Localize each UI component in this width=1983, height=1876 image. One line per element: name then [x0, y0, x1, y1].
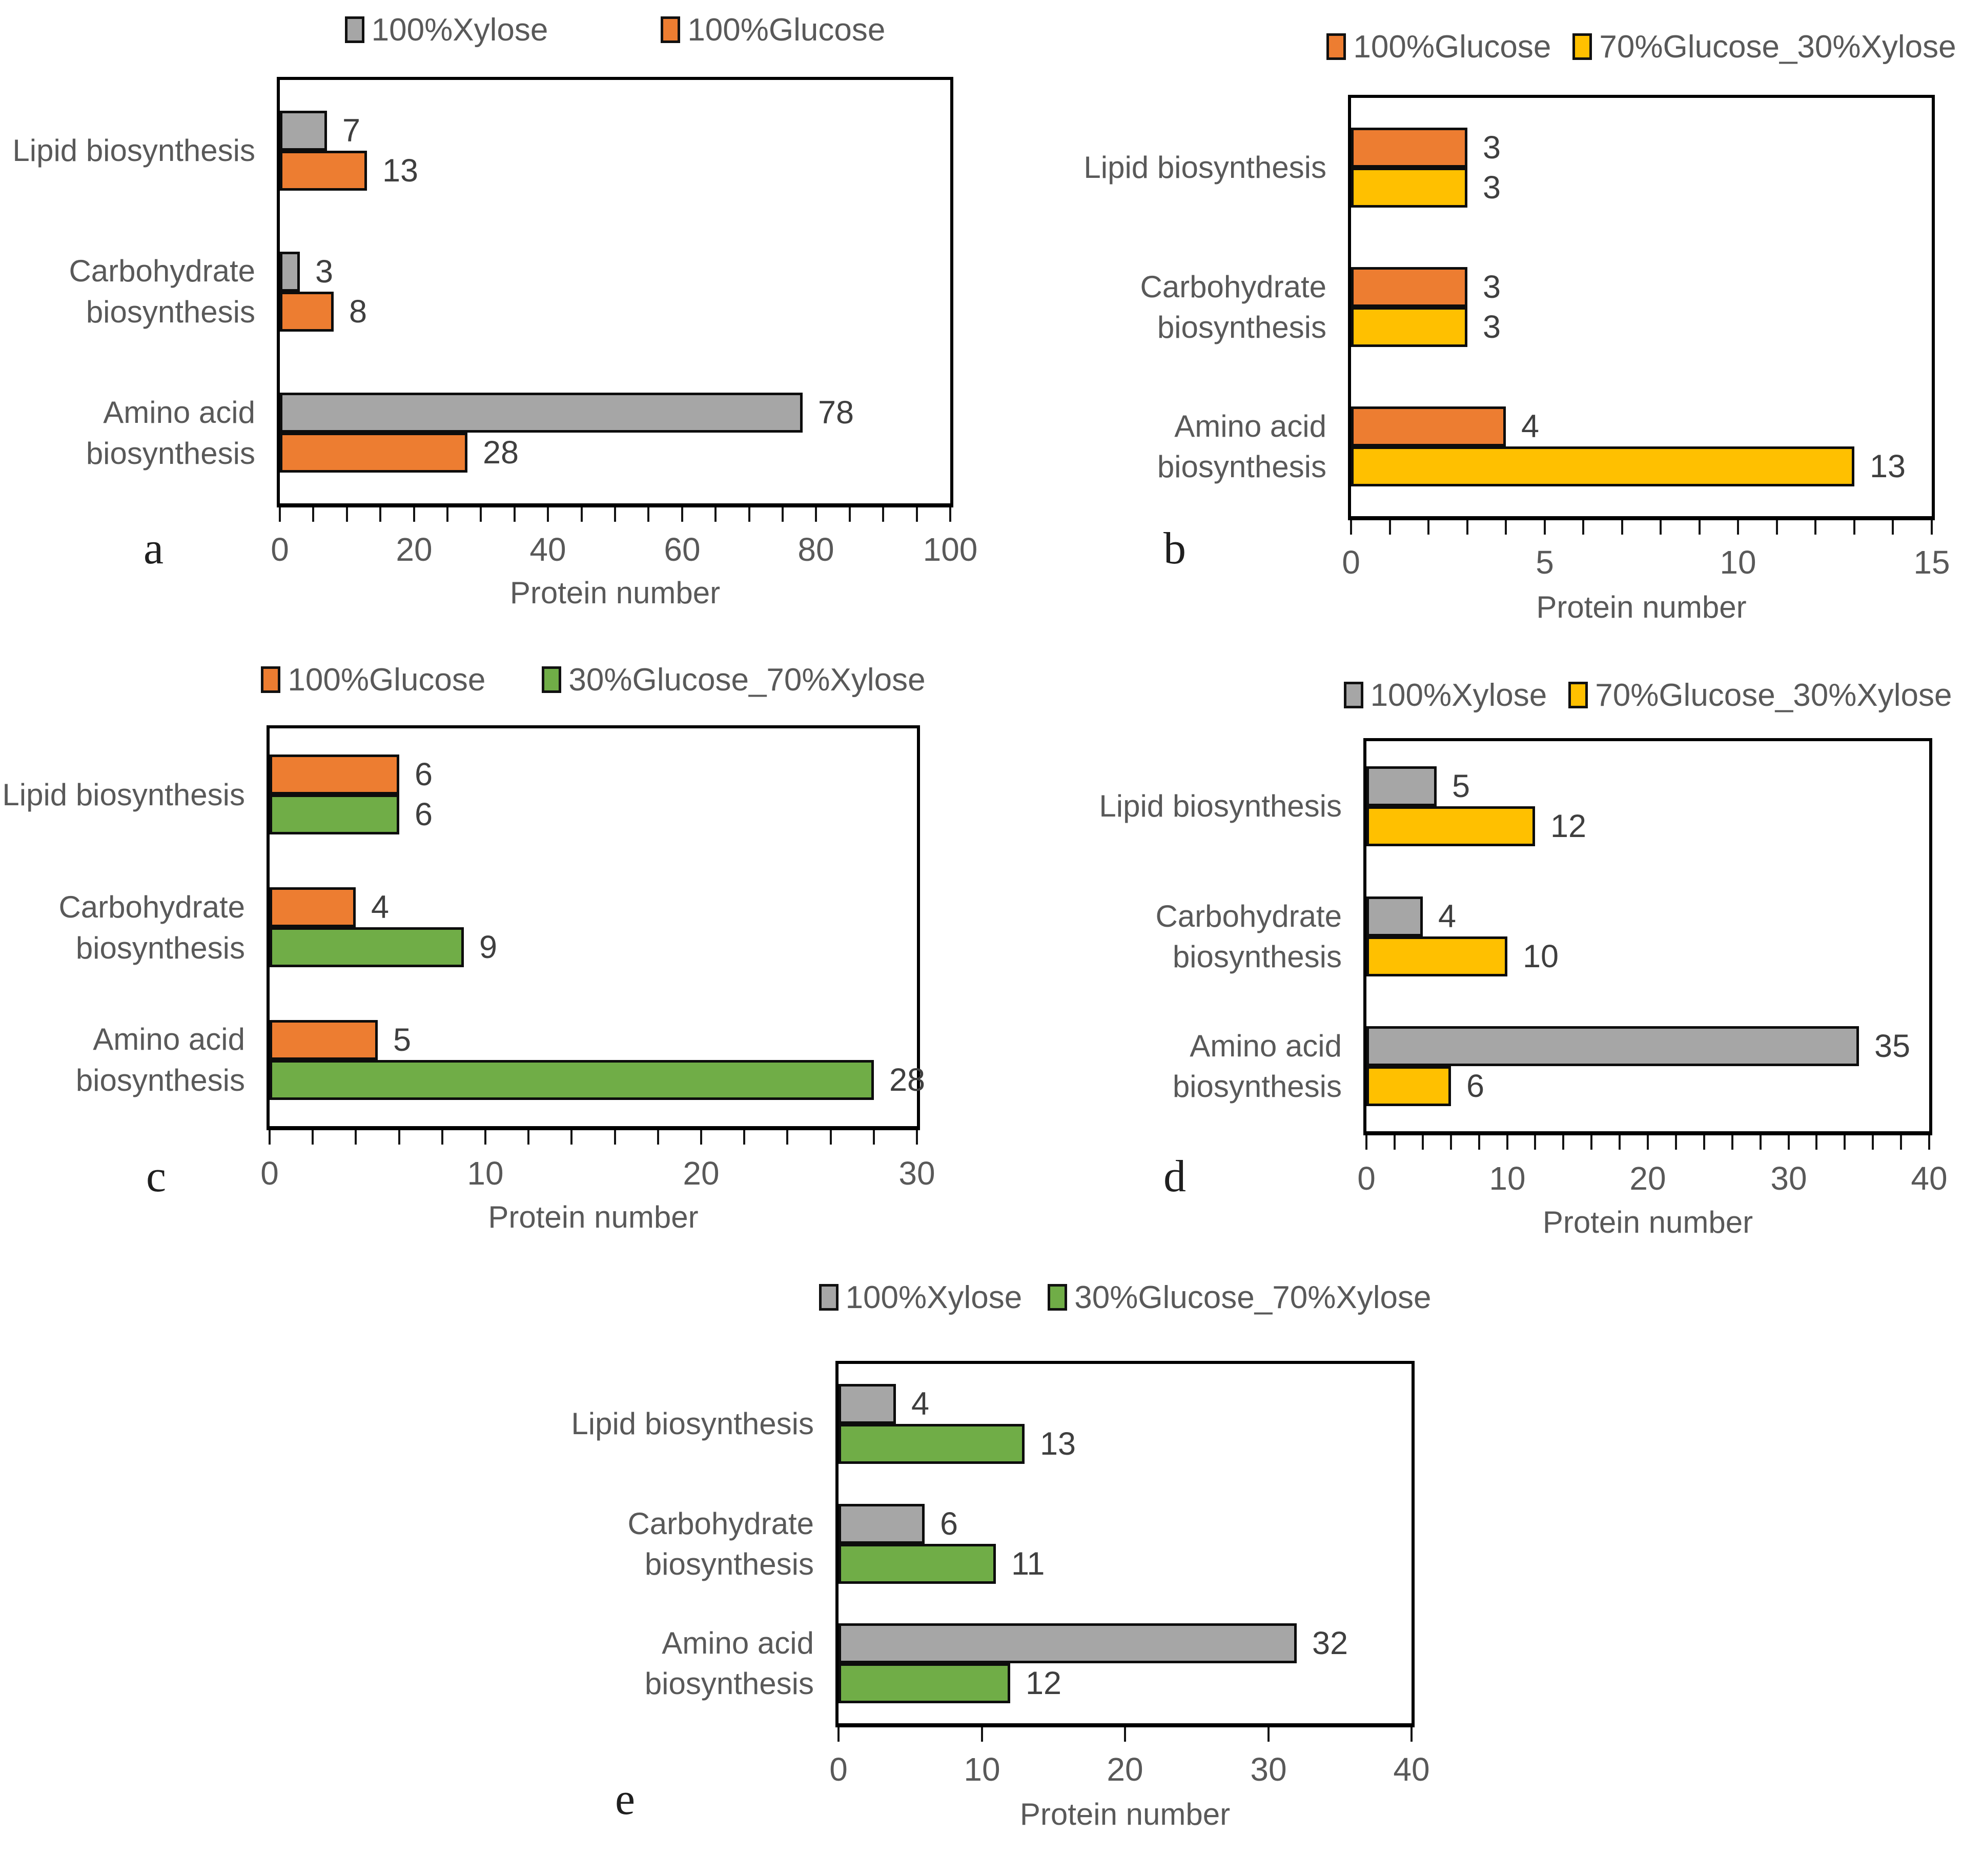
- bar-value-label: 4: [371, 889, 390, 925]
- bar-value-label: 6: [940, 1506, 958, 1542]
- bar-value-label: 6: [1466, 1068, 1485, 1104]
- category-label-line: Amino acid: [103, 395, 255, 430]
- axis-tick-label: 5: [1536, 544, 1554, 581]
- category-label-line: biosynthesis: [75, 1063, 245, 1097]
- plot-area: [835, 1361, 1415, 1727]
- axis-tick-label: 40: [1911, 1160, 1948, 1197]
- panel-letter-a: a: [144, 524, 164, 574]
- legend: [805, 1279, 1445, 1316]
- bar-value-label: 28: [889, 1062, 926, 1098]
- category-label-line: biosynthesis: [1157, 310, 1326, 344]
- category-label-line: Amino acid: [1190, 1028, 1342, 1063]
- legend-label: 100%Glucose: [687, 12, 886, 48]
- axis-tick: [981, 1727, 983, 1742]
- legend-swatch: [1048, 1284, 1067, 1311]
- bar-value-label: 6: [415, 797, 433, 832]
- category-label-line: biosynthesis: [644, 1666, 814, 1701]
- bar-100-xylose: [839, 1623, 1297, 1663]
- category-label-line: Carbohydrate: [1155, 899, 1342, 933]
- bar-30-glucose-70-xylose: [839, 1663, 1010, 1703]
- legend-label: 70%Glucose_30%Xylose: [1599, 29, 1956, 65]
- axis-tick-label: 30: [898, 1155, 935, 1192]
- category-label-line: Lipid biosynthesis: [1084, 150, 1326, 185]
- axis-tick-label: 0: [1357, 1160, 1376, 1197]
- bar-value-label: 4: [1438, 899, 1457, 934]
- axis-title: Protein number: [1019, 1797, 1231, 1831]
- axis-tick-label: 0: [1342, 544, 1360, 581]
- category-label-line: Carbohydrate: [627, 1506, 814, 1541]
- category-label-line: Amino acid: [662, 1625, 814, 1660]
- panel-letter-d: d: [1163, 1152, 1186, 1201]
- bar-value-label: 35: [1874, 1028, 1911, 1064]
- axis-title: Protein number: [509, 576, 721, 610]
- axis-tick-label: 10: [1720, 544, 1756, 581]
- axis-tick-label: 20: [396, 531, 433, 568]
- axis-tick-label: 30: [1770, 1160, 1807, 1197]
- bar-value-label: 8: [349, 294, 367, 330]
- bar-value-label: 28: [483, 435, 519, 471]
- category-label-line: biosynthesis: [1172, 940, 1342, 974]
- bar-value-label: 32: [1312, 1625, 1348, 1661]
- axis-tick-label: 20: [1107, 1751, 1143, 1788]
- legend-label: 100%Glucose: [1353, 29, 1551, 65]
- bar-value-label: 12: [1550, 808, 1587, 844]
- axis-tick-label: 0: [829, 1751, 848, 1788]
- bar-value-label: 11: [1011, 1546, 1045, 1582]
- axis-tick-label: 20: [683, 1155, 720, 1192]
- category-label-line: Amino acid: [1174, 409, 1326, 443]
- axis-tick: [1124, 1727, 1126, 1742]
- category-label-line: biosynthesis: [1157, 450, 1326, 484]
- category-label: [556, 1364, 835, 1484]
- bar-value-label: 3: [315, 254, 334, 290]
- axis-tick-label: 100: [923, 531, 978, 568]
- axis-tick-label: 15: [1913, 544, 1950, 581]
- axis-tick-label: 0: [271, 531, 289, 568]
- bar-value-label: 12: [1026, 1665, 1062, 1701]
- category-label: [556, 1603, 835, 1723]
- axis-tick-label: 40: [1393, 1751, 1430, 1788]
- bar-30-glucose-70-xylose: [839, 1544, 996, 1584]
- axis-tick-label: 10: [467, 1155, 504, 1192]
- bar-value-label: 13: [1040, 1426, 1076, 1462]
- category-label-line: Carbohydrate: [58, 890, 245, 925]
- bar-value-label: 13: [1870, 448, 1906, 484]
- legend-label: 100%Xylose: [371, 12, 548, 48]
- category-label-line: Amino acid: [93, 1022, 245, 1057]
- bar-value-label: 3: [1483, 269, 1501, 305]
- legend-label: 100%Xylose: [845, 1279, 1023, 1315]
- axis-tick-label: 0: [260, 1155, 279, 1192]
- legend-label: 70%Glucose_30%Xylose: [1595, 677, 1952, 713]
- bar-value-label: 3: [1483, 309, 1501, 345]
- bar-value-label: 78: [818, 395, 854, 431]
- bar-value-label: 7: [342, 113, 361, 149]
- category-label-line: biosynthesis: [86, 294, 255, 329]
- bar-value-label: 5: [1452, 768, 1470, 804]
- bar-value-label: 6: [415, 757, 433, 792]
- axis-tick: [1268, 1727, 1270, 1742]
- axis-title: Protein number: [488, 1200, 699, 1234]
- category-label-line: Lipid biosynthesis: [12, 133, 255, 168]
- axis-tick: [837, 1727, 840, 1742]
- panel-letter-e: e: [615, 1775, 636, 1824]
- axis-tick-label: 10: [964, 1751, 1000, 1788]
- legend-label: 30%Glucose_70%Xylose: [568, 662, 926, 698]
- category-label-line: biosynthesis: [644, 1547, 814, 1581]
- panel-letter-c: c: [146, 1152, 167, 1201]
- bar-value-label: 5: [393, 1022, 412, 1058]
- bar-value-label: 13: [382, 153, 419, 189]
- category-label-line: Lipid biosynthesis: [1099, 789, 1342, 824]
- bar-value-label: 10: [1523, 939, 1559, 974]
- legend-item: [1048, 1279, 1431, 1316]
- legend-item: [819, 1279, 1023, 1316]
- axis-tick-label: 60: [664, 531, 701, 568]
- category-label: [556, 1484, 835, 1604]
- bar-100-xylose: [839, 1504, 925, 1544]
- panel-letter-b: b: [1163, 524, 1186, 574]
- bar-value-label: 4: [1521, 409, 1540, 444]
- axis-title: Protein number: [1536, 590, 1747, 624]
- legend-label: 100%Xylose: [1370, 677, 1547, 713]
- category-label-line: biosynthesis: [86, 436, 255, 471]
- bar-value-label: 3: [1483, 130, 1501, 166]
- bar-30-glucose-70-xylose: [839, 1424, 1025, 1464]
- category-label-line: Lipid biosynthesis: [571, 1406, 814, 1441]
- axis-tick-label: 10: [1489, 1160, 1526, 1197]
- legend-label: 100%Glucose: [288, 662, 486, 698]
- axis-tick-label: 30: [1250, 1751, 1287, 1788]
- axis-tick-label: 80: [798, 531, 834, 568]
- axis-title: Protein number: [1542, 1205, 1753, 1239]
- bar-value-label: 4: [911, 1386, 930, 1422]
- axis-tick-label: 40: [529, 531, 566, 568]
- category-label-line: biosynthesis: [1172, 1069, 1342, 1104]
- legend-label: 30%Glucose_70%Xylose: [1074, 1279, 1432, 1315]
- axis-tick-label: 20: [1629, 1160, 1666, 1197]
- category-label-line: Lipid biosynthesis: [2, 777, 245, 812]
- category-label-line: biosynthesis: [75, 930, 245, 965]
- category-label-line: Carbohydrate: [1140, 269, 1326, 304]
- bar-100-xylose: [839, 1384, 896, 1424]
- axis-tick: [1410, 1727, 1413, 1742]
- bar-value-label: 9: [479, 929, 498, 965]
- bar-value-label: 3: [1483, 170, 1501, 206]
- legend-swatch: [819, 1284, 839, 1311]
- category-label-line: Carbohydrate: [69, 254, 255, 289]
